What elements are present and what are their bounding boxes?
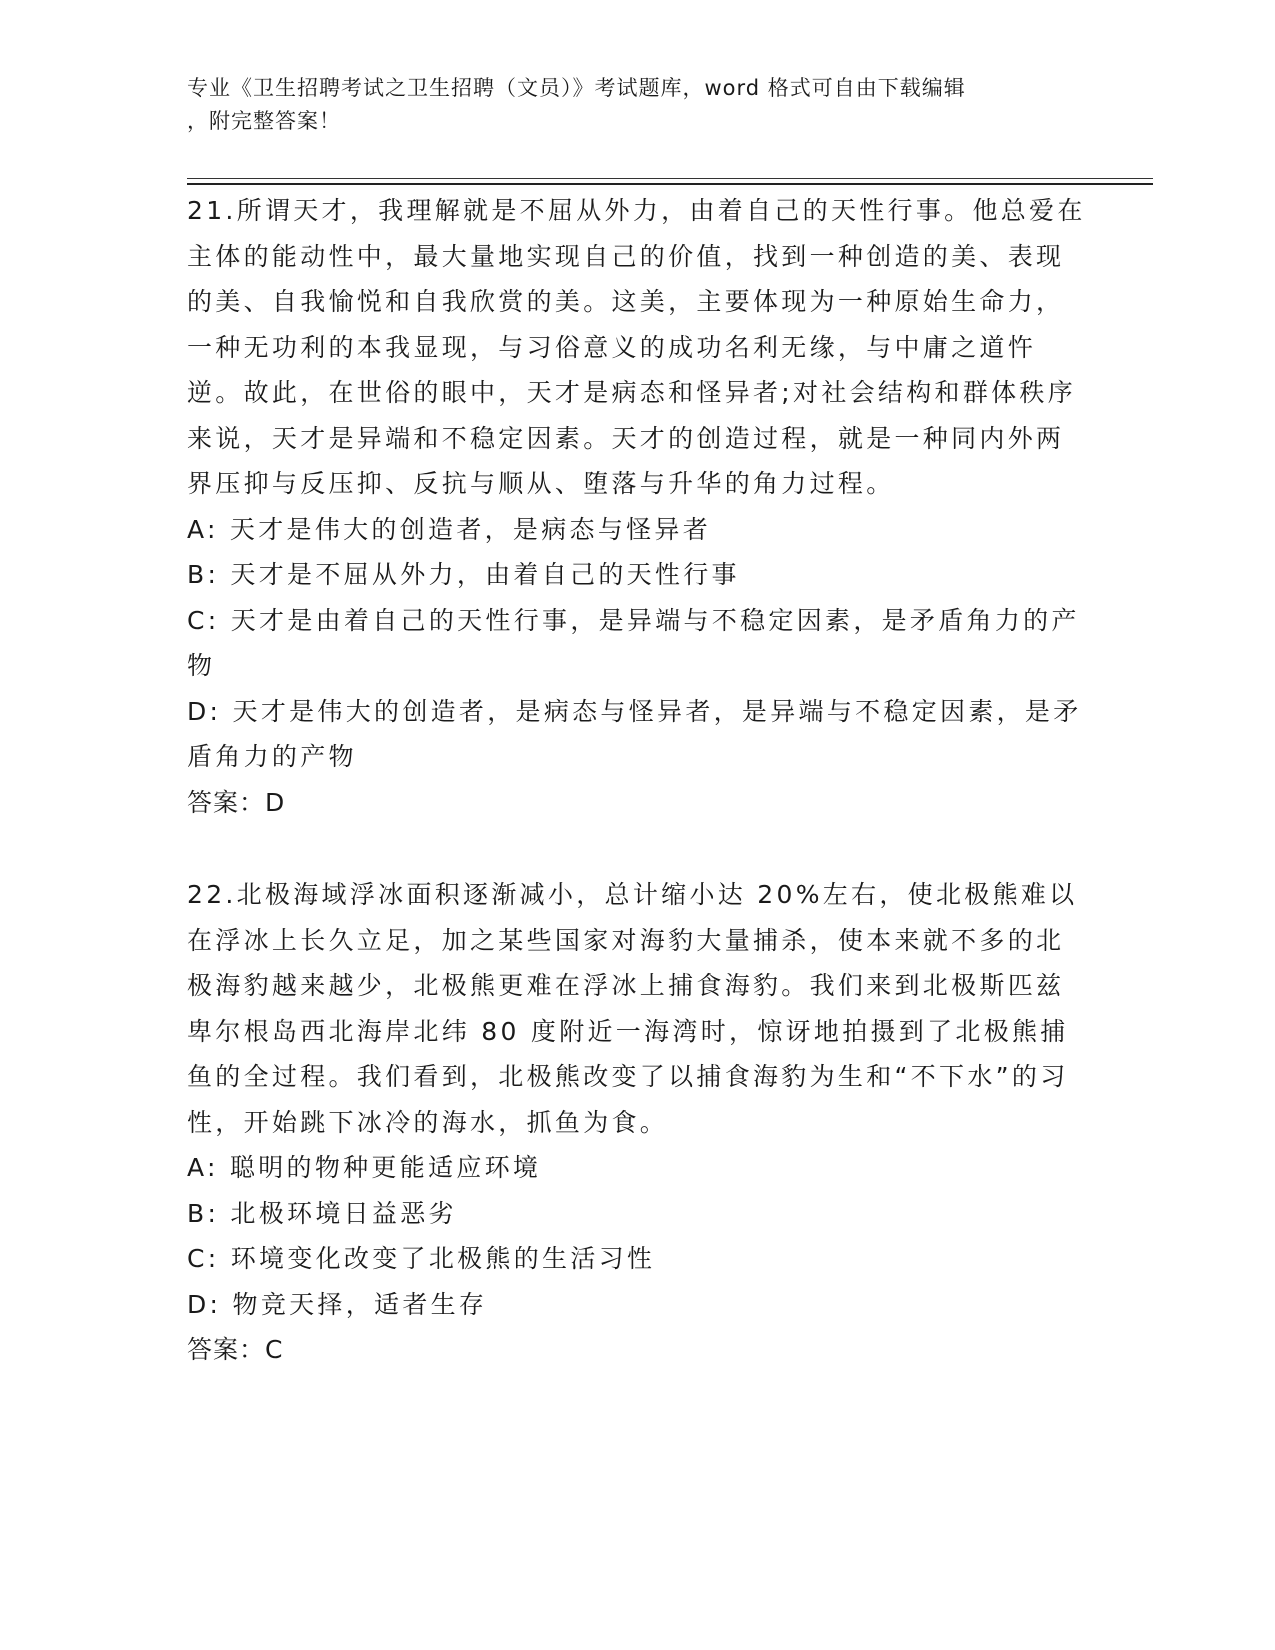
option-b: B: 天才是不屈从外力，由着自己的天性行事 [187, 560, 740, 589]
document-header [187, 72, 1067, 138]
option-c: C: 天才是由着自己的天性行事，是异端与不稳定因素，是矛盾角力的产物 [187, 605, 1080, 680]
option-d: D: 天才是伟大的创造者，是病态与怪异者，是异端与不稳定因素，是矛盾角力的产物 [187, 696, 1082, 771]
option-d: D: 物竞天择，适者生存 [187, 1289, 488, 1319]
header-divider-top [187, 178, 1153, 179]
header-divider-bottom [187, 183, 1153, 185]
question-21 [187, 188, 1087, 825]
header-line-1: 专业《卫生招聘考试之卫生招聘（文员）》考试题库，word 格式可自由下载编辑 [187, 76, 966, 100]
answer: 答案：D [187, 787, 286, 817]
option-c: C: 环境变化改变了北极熊的生活习性 [187, 1244, 656, 1273]
option-a: A: 聪明的物种更能适应环境 [187, 1153, 542, 1182]
question-text: 21.所谓天才，我理解就是不屈从外力，由着自己的天性行事。他总爱在主体的能动性中，最大量地实现自己的价值，找到一种创造的美、表现的美、自我愉悦和自我欣赏的美。这美，主要体现为一种原始生命力，一种无功利的本我显现，与习俗意义的成功名利无缘，与中庸之道忤逆。故此，在世俗的眼中，天才是病态和怪异者;对社会结构和群体秩序来说，天才是异端和不稳定因素。天才的创造过程，就是一种同内外两界压抑与反压抑、反抗与顺从、堕落与升华的角力过程。 [187, 196, 1086, 498]
question-22 [187, 872, 1087, 1373]
answer: 答案：C [187, 1335, 284, 1364]
option-b: B: 北极环境日益恶劣 [187, 1198, 457, 1228]
option-a: A: 天才是伟大的创造者，是病态与怪异者 [187, 514, 712, 544]
header-line-2: ，附完整答案！ [187, 109, 341, 133]
question-text: 22.北极海域浮冰面积逐渐减小，总计缩小达 20%左右，使北极熊难以在浮冰上长久立足，加之某些国家对海豹大量捕杀，使本来就不多的北极海豹越来越少，北极熊更难在浮冰上捕食海豹。我们来到北极斯匹兹卑尔根岛西北海岸北纬 80 度附近一海湾时，惊讶地拍摄到了北极熊捕鱼的全过程。我们看到，北极熊改变了以捕食海豹为生和“不下水”的习性，开始跳下冰冷的海水，抓鱼为食。 [187, 880, 1078, 1137]
